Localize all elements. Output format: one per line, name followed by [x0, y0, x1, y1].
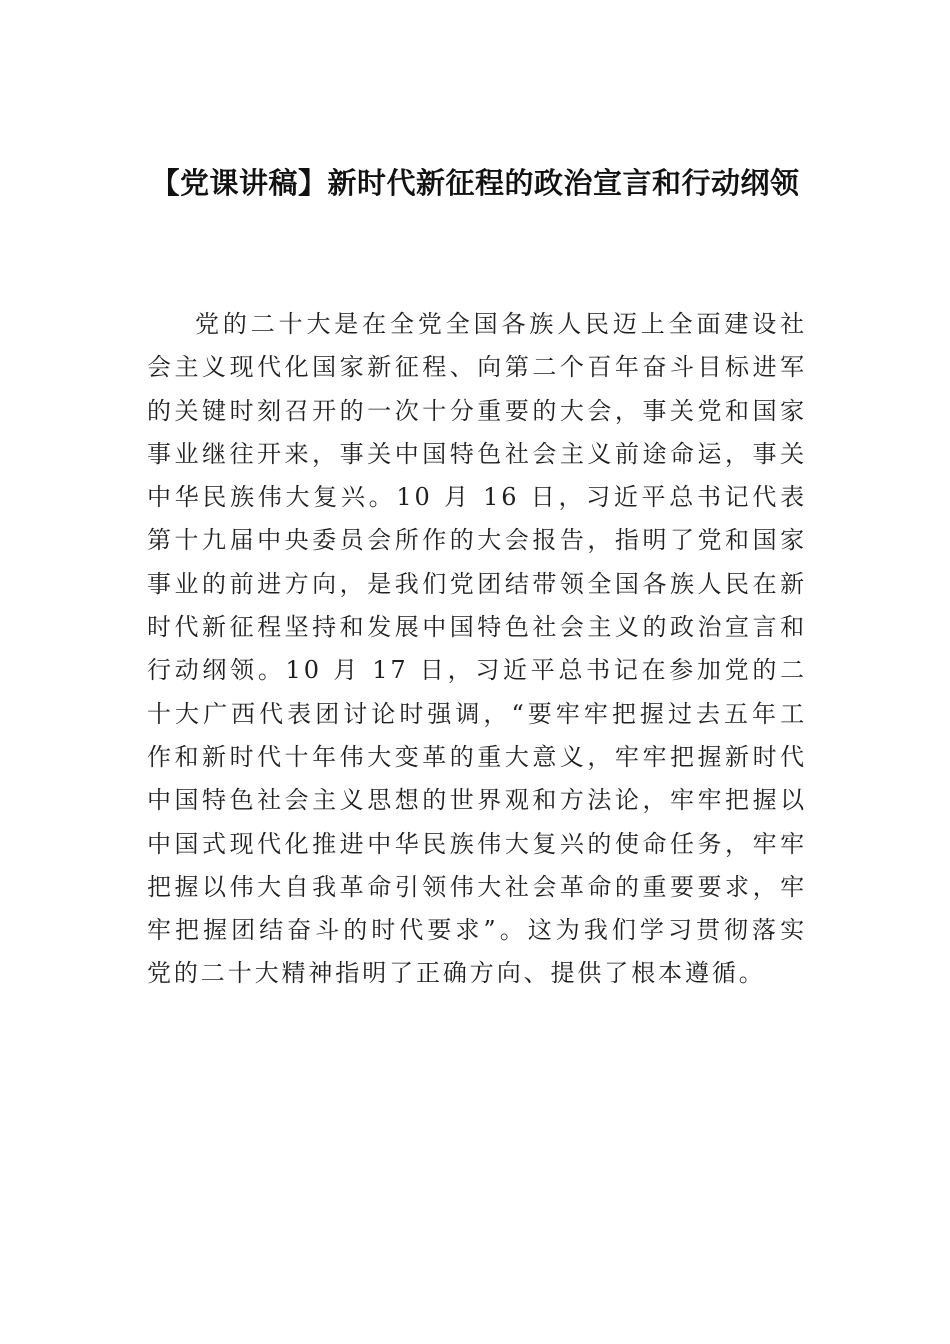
body-paragraph: 党的二十大是在全党全国各族人民迈上全面建设社会主义现代化国家新征程、向第二个百年奋斗目标进军的关键时刻召开的一次十分重要的大会，事关党和国家事业继往开来，事关中国特色社会主义前途命运，事关中华民族伟大复兴。10 月 16 日，习近平总书记代表第十九届中央委员会所作的大会报告，指明了党和国家事业的前进方向，是我们党团结带领全国各族人民在新时代新征程坚持和发展中国特色社会主义的政治宣言和行动纲领。10 月 17 日，习近平总书记在参加党的二十大广西代表团讨论时强调，“要牢牢把握过去五年工作和新时代十年伟大变革的重大意义，牢牢把握新时代中国特色社会主义思想的世界观和方法论，牢牢把握以中国式现代化推进中华民族伟大复兴的使命任务，牢牢把握以伟大自我革命引领伟大社会革命的重要要求，牢牢把握团结奋斗的时代要求”。这为我们学习贯彻落实党的二十大精神指明了正确方向、提供了根本遵循。 [147, 310, 807, 988]
document-title: 【党课讲稿】新时代新征程的政治宣言和行动纲领 [150, 166, 800, 200]
